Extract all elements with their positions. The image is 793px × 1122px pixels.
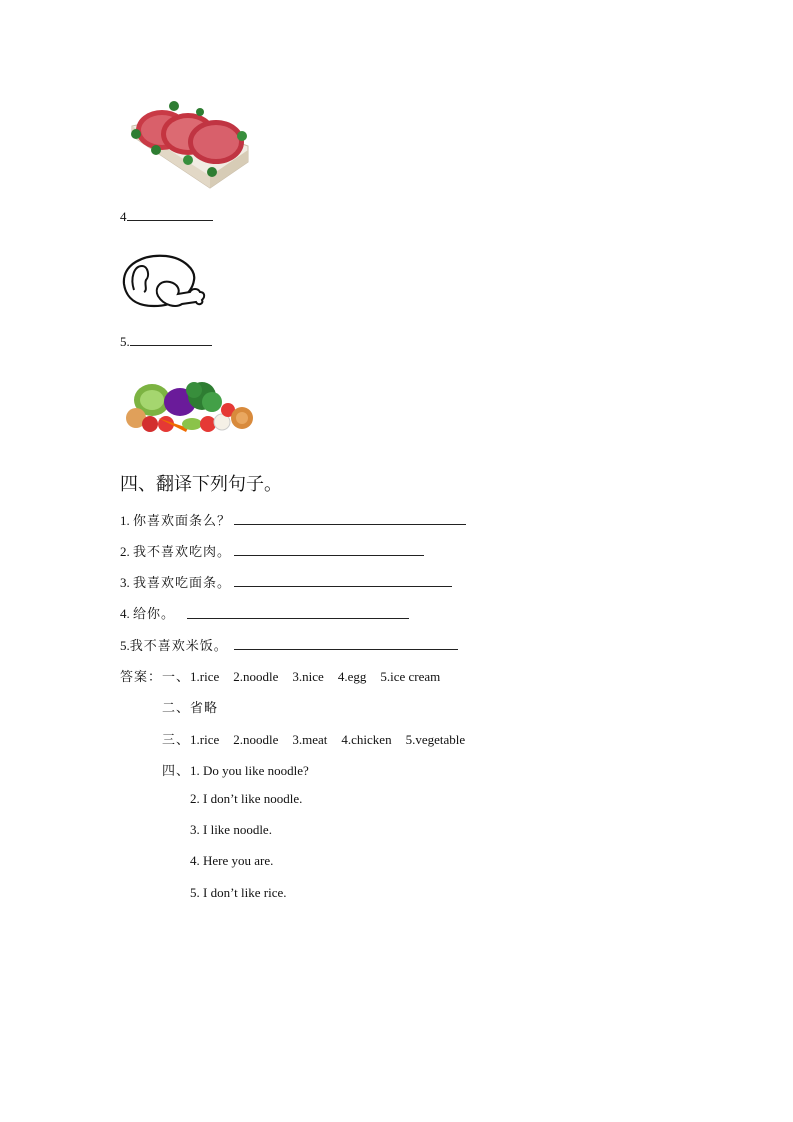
answer-4-1: 1. Do you like noodle? xyxy=(190,763,309,778)
answer-1-1: 1.rice xyxy=(190,669,220,684)
answer-3-3: 3.meat xyxy=(292,732,328,747)
item-4-label-row xyxy=(120,208,213,225)
question-3-number: 3. xyxy=(120,575,130,590)
question-1-text: 你喜欢面条么？ xyxy=(133,514,232,529)
answers-part-1-prefix: 一、 xyxy=(162,670,191,685)
answer-3-2: 2.noodle xyxy=(233,732,279,747)
answer-1-5: 5.ice cream xyxy=(380,669,441,684)
question-4 xyxy=(120,603,175,622)
answer-1-2: 2.noodle xyxy=(233,669,279,684)
answers-part-1 xyxy=(120,666,440,685)
answer-4-3: 3. I like noodle. xyxy=(190,822,272,837)
item-5-number: 5. xyxy=(120,334,130,349)
vegetables-picture xyxy=(122,378,256,436)
answers-label: 答案： xyxy=(120,670,163,685)
question-2 xyxy=(120,541,231,560)
answers-part-2 xyxy=(162,697,218,716)
meat-steak-icon xyxy=(126,96,252,196)
question-5-number: 5. xyxy=(120,638,130,653)
answers-part-2-text: 省略 xyxy=(190,701,219,716)
meat-steak-picture xyxy=(126,96,252,196)
vegetables-icon xyxy=(122,378,256,436)
answers-part-3 xyxy=(162,729,465,748)
answers-part-4-row-1 xyxy=(162,760,309,779)
question-2-answer-line[interactable] xyxy=(234,555,424,556)
answer-4-4: 4. Here you are. xyxy=(190,853,274,868)
question-1 xyxy=(120,510,231,529)
question-4-answer-line[interactable] xyxy=(187,618,409,619)
question-1-answer-line[interactable] xyxy=(234,524,466,525)
question-1-number: 1. xyxy=(120,513,130,528)
item-5-answer-blank[interactable] xyxy=(130,333,212,346)
answer-4-2: 2. I don’t like noodle. xyxy=(190,791,303,806)
question-5-text: 我不喜欢米饭。 xyxy=(129,639,228,654)
answer-1-4: 4.egg xyxy=(337,669,367,684)
answer-3-5: 5.vegetable xyxy=(405,732,466,747)
question-4-text: 给你。 xyxy=(133,607,176,622)
question-5 xyxy=(120,635,228,654)
question-3-text: 我喜欢吃面条。 xyxy=(133,576,232,591)
item-4-answer-blank[interactable] xyxy=(127,208,213,221)
item-5-label-row xyxy=(120,333,212,350)
answer-3-4: 4.chicken xyxy=(341,732,392,747)
section-4-title: 四、翻译下列句子。 xyxy=(120,474,282,495)
answer-4-5: 5. I don’t like rice. xyxy=(190,885,287,900)
question-3-answer-line[interactable] xyxy=(234,586,452,587)
answers-part-3-prefix: 三、 xyxy=(162,733,191,748)
answers-part-2-prefix: 二、 xyxy=(162,701,191,716)
question-3 xyxy=(120,572,231,591)
question-2-text: 我不喜欢吃肉。 xyxy=(133,545,232,560)
question-4-number: 4. xyxy=(120,606,130,621)
answer-3-1: 1.rice xyxy=(190,732,220,747)
question-5-answer-line[interactable] xyxy=(234,649,458,650)
answers-part-4-prefix: 四、 xyxy=(162,764,191,779)
question-2-number: 2. xyxy=(120,544,130,559)
answer-1-3: 3.nice xyxy=(292,669,324,684)
item-4-number: 4 xyxy=(120,209,127,224)
chicken-drumstick-icon xyxy=(118,250,210,312)
chicken-picture xyxy=(118,250,210,312)
